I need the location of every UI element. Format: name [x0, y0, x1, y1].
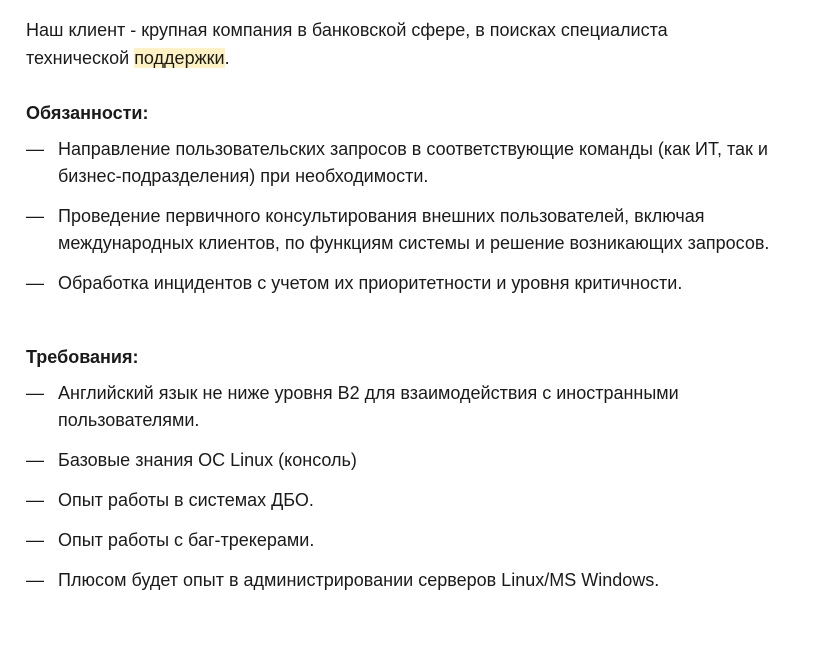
dash-marker: —	[26, 490, 44, 510]
list-item-text: Плюсом будет опыт в администрировании серверов Linux/MS Windows.	[58, 570, 660, 590]
list-item-text: Направление пользовательских запросов в соответствующие команды (как ИТ, так и бизнес-подразделения) при необходимости.	[58, 139, 768, 186]
list-item-text: Проведение первичного консультирования внешних пользователей, включая международных клиентов, по функциям системы и решение возникающих запросов.	[58, 206, 770, 253]
dash-marker: —	[26, 450, 44, 470]
requirements-heading: Требования:	[26, 347, 139, 367]
dash-marker: —	[26, 570, 44, 590]
highlighted-word: поддержки	[134, 48, 225, 68]
dash-marker: —	[26, 530, 44, 550]
list-item	[26, 447, 806, 474]
list-item	[26, 203, 806, 257]
list-item-text: Обработка инцидентов с учетом их приоритетности и уровня критичности.	[58, 273, 683, 293]
intro-paragraph	[26, 16, 746, 72]
dash-marker: —	[26, 206, 44, 226]
list-item-text: Опыт работы с баг-трекерами.	[58, 530, 315, 550]
list-item	[26, 136, 806, 190]
requirements-list	[26, 380, 806, 594]
dash-marker: —	[26, 273, 44, 293]
dash-marker: —	[26, 383, 44, 403]
vacancy-description	[26, 16, 806, 594]
list-item-text: Базовые знания ОС Linux (консоль)	[58, 450, 357, 470]
duties-heading: Обязанности:	[26, 103, 149, 123]
duties-list	[26, 136, 806, 297]
list-item	[26, 270, 806, 297]
list-item-text: Английский язык не ниже уровня B2 для взаимодействия с иностранными пользователями.	[58, 383, 679, 430]
intro-text-end: .	[224, 48, 230, 68]
intro-text: Наш клиент - крупная компания в банковской сфере, в поисках специалиста технической	[26, 20, 668, 68]
dash-marker: —	[26, 139, 44, 159]
list-item	[26, 567, 806, 594]
list-item	[26, 527, 806, 554]
list-item-text: Опыт работы в системах ДБО.	[58, 490, 314, 510]
list-item	[26, 487, 806, 514]
list-item	[26, 380, 806, 434]
